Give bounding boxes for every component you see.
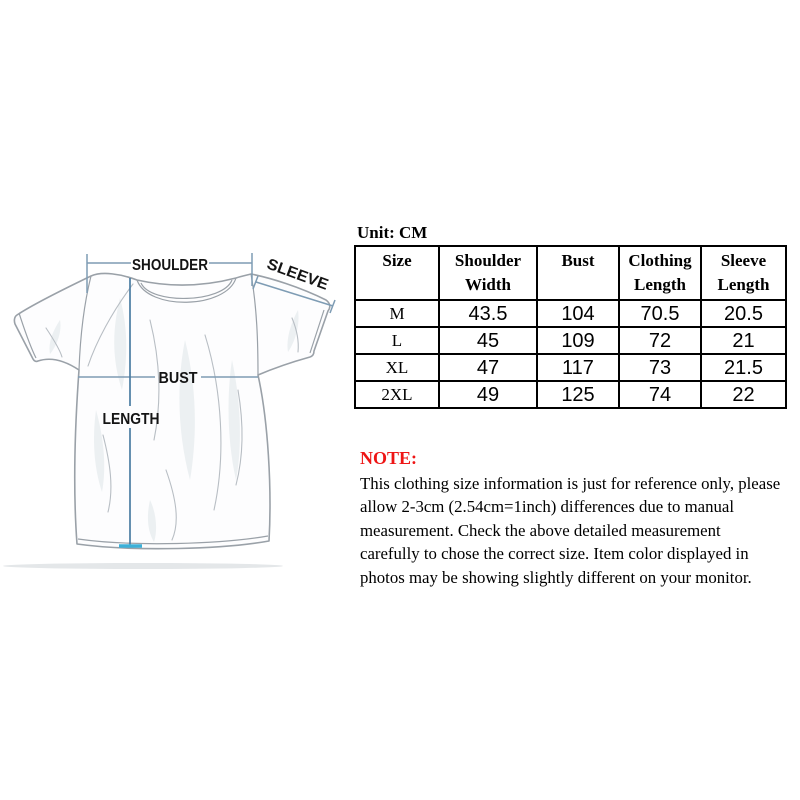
table-row [355,381,786,408]
measurement-cell: 109 [537,327,619,354]
measurement-cell: 21 [701,327,786,354]
table-row [355,354,786,381]
note-line: allow 2-3cm (2.54cm=1inch) differences due to manual [360,497,735,517]
table-row [355,300,786,327]
tshirt-outline [14,273,329,548]
tshirt-measurement-diagram [0,200,360,570]
measurement-cell: 21.5 [701,354,786,381]
measurement-cell: 45 [439,327,537,354]
note-title: NOTE: [360,448,418,468]
header-sleeve-length: Sleeve Length [701,246,786,300]
measurement-cell: 73 [619,354,701,381]
measurement-cell: 70.5 [619,300,701,327]
size-table-header-row [355,246,786,300]
measurement-cell: 74 [619,381,701,408]
note-line: carefully to chose the correct size. Item color displayed in [360,544,749,564]
header-bust: Bust [537,246,619,300]
size-cell: L [355,327,439,354]
sleeve-label: SLEEVE [264,255,328,293]
header-shoulder-width: Shoulder Width [439,246,537,300]
note-line: measurement. Check the above detailed measurement [360,520,721,540]
size-cell: XL [355,354,439,381]
measurement-cell: 72 [619,327,701,354]
measurement-cell: 20.5 [701,300,786,327]
bust-label: BUST [158,370,198,387]
unit-label: Unit: CM [357,223,428,242]
tshirt-shadow [3,563,283,569]
header-size: Size [355,246,439,300]
measurement-cell: 47 [439,354,537,381]
shoulder-label: SHOULDER [132,257,208,274]
size-table [354,245,787,409]
measurement-cell: 43.5 [439,300,537,327]
note-section [360,448,790,589]
measurement-cell: 104 [537,300,619,327]
measurement-cell: 22 [701,381,786,408]
length-label: LENGTH [102,411,160,428]
measurement-cell: 117 [537,354,619,381]
measurement-cell: 125 [537,381,619,408]
note-line: photos may be showing slightly different on your monitor. [360,567,752,587]
note-line: This clothing size information is just for reference only, please [360,474,781,493]
header-clothing-length: Clothing Length [619,246,701,300]
measurement-cell: 49 [439,381,537,408]
table-row [355,327,786,354]
size-cell: 2XL [355,381,439,408]
size-cell: M [355,300,439,327]
